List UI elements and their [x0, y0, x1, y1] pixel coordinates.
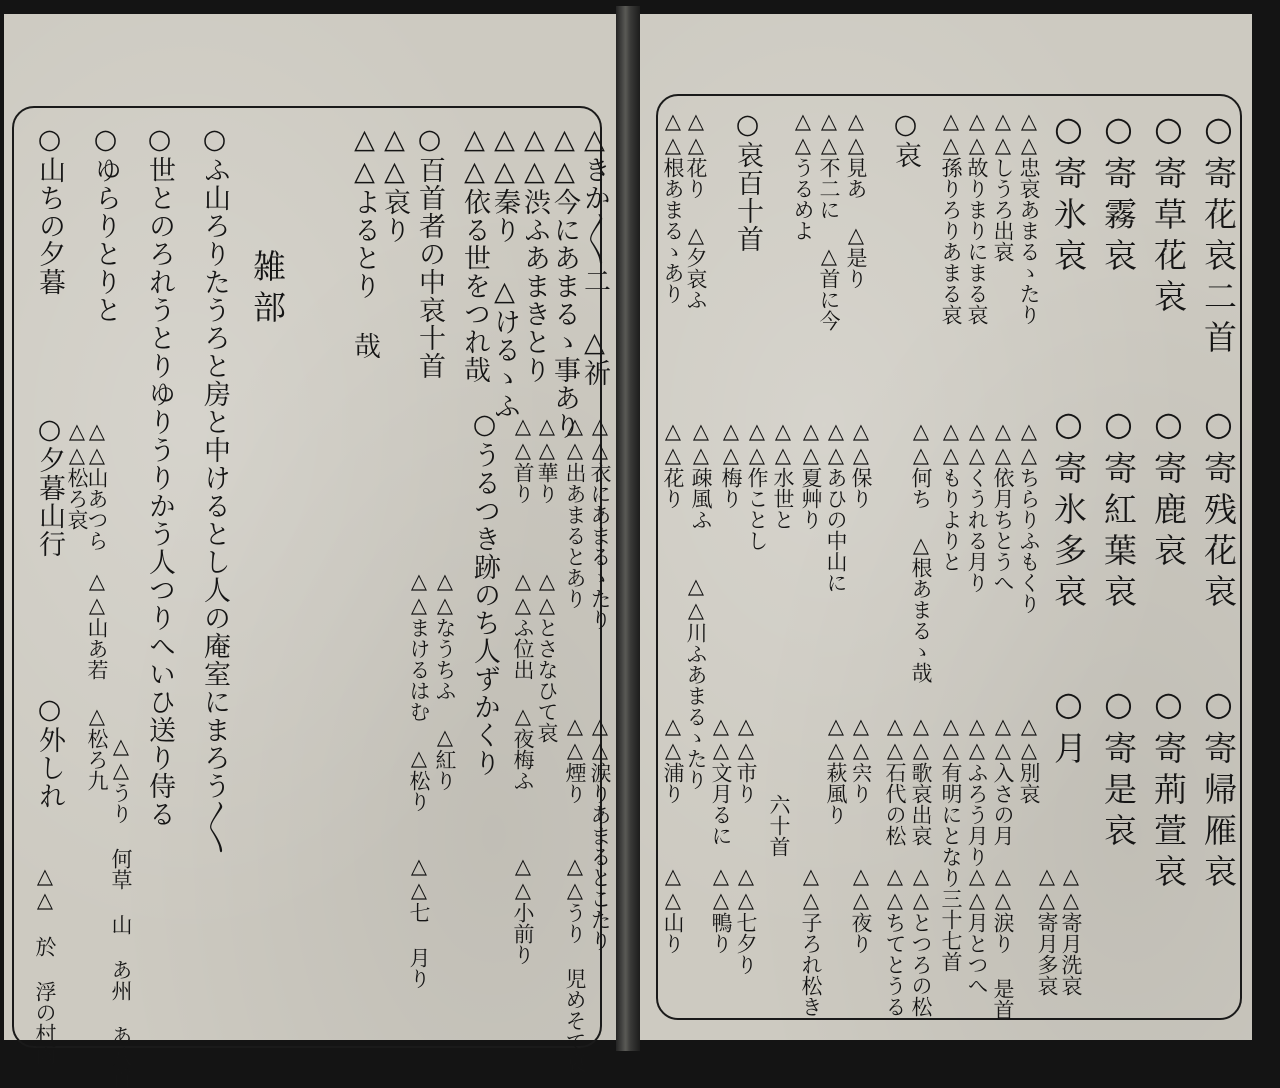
text-column: △△出あまるとあり — [563, 414, 587, 609]
text-column: ○寄草花哀 — [1149, 109, 1188, 320]
text-column: △△秦り △けるゝふ — [489, 124, 520, 420]
text-column: ○月 — [1049, 684, 1088, 772]
text-column: ○寄是哀 — [1099, 684, 1138, 854]
text-column: ○うるつき跡のち人ずかくり — [469, 409, 500, 777]
left-page — [4, 14, 616, 1088]
text-column: ○寄霧哀 — [1099, 109, 1138, 279]
text-column: △△まけるはむ △松り — [407, 569, 431, 812]
text-column: △△七夕り — [734, 864, 758, 975]
text-column: △△とつろの松 — [909, 864, 933, 1017]
text-column: △△花り △夕哀ふ — [684, 109, 708, 310]
text-column: △△今にあまるゝ事あり — [549, 124, 580, 440]
text-column: △△有明にとなり三十七首 — [939, 714, 963, 972]
text-column: △△石代の松 — [883, 714, 907, 846]
text-column: ○哀 — [890, 109, 921, 169]
text-column: △△花り — [661, 419, 685, 509]
text-column: △△ふろう月り — [965, 714, 989, 867]
text-column: △△別哀 — [1017, 714, 1041, 804]
text-column: △△煙り — [563, 714, 587, 804]
text-column: △△ちてとうる — [883, 864, 907, 1017]
text-column: △△忠哀あまるゝたり — [1017, 109, 1041, 325]
text-column: △△なうちふ △紅り — [433, 569, 457, 791]
text-column: ○夕暮山行 — [34, 414, 65, 558]
text-column: △△浦り — [661, 714, 685, 804]
book-gutter — [616, 6, 640, 1051]
text-column: △△七 月り — [407, 854, 431, 989]
text-column: △△うり 何草 山 あ州 あ八首 — [109, 734, 133, 1088]
text-column: △△萩風り — [824, 714, 848, 825]
text-column: ○寄荊萱哀 — [1149, 684, 1188, 895]
text-column: ○哀百十首 — [732, 109, 763, 253]
text-column: △△山り — [661, 864, 685, 954]
text-column: △△寄月多哀 — [1035, 864, 1059, 996]
text-column: ○百首者の中哀十首 — [414, 124, 445, 380]
text-column: △△梅り — [719, 419, 743, 509]
text-column: △きか〳〵二 △祈 — [579, 124, 610, 387]
text-column: △△鴨り — [709, 864, 733, 954]
text-column: ○世とのろれうとりゆりうりかう人つりへいひ送り侍る — [144, 124, 175, 828]
text-column: 六十首 — [767, 794, 791, 857]
text-column: △△山あ若 △松ろ九 — [85, 569, 109, 791]
text-column: △△水世と — [771, 419, 795, 530]
text-column: △△とさなひて哀 — [535, 569, 559, 743]
text-column: △△もりよりと — [939, 419, 963, 572]
text-column: △△保り — [849, 419, 873, 509]
text-column: △△何ち △根あまるゝ哉 — [909, 419, 933, 683]
text-column: △△根あまるゝあり — [661, 109, 685, 304]
text-column: △△依る世をつれ哉 — [459, 124, 490, 384]
text-column: ○寄紅葉哀 — [1099, 404, 1138, 615]
text-column: ○寄氷多哀 — [1049, 404, 1088, 615]
text-column: △△入さの月 — [991, 714, 1015, 846]
text-column: △△作ことし — [745, 419, 769, 551]
text-column: △△哀り — [379, 124, 410, 244]
text-column: △△川ふあまるゝたり — [684, 574, 708, 790]
text-column: △△衣にあまるゝたり — [588, 414, 612, 630]
text-column: △△見あ △是り — [844, 109, 868, 289]
text-column: △△涙り 是首 — [991, 864, 1015, 1020]
text-column: △△うり 児めそて哀 — [563, 854, 587, 1073]
text-column: △△山あつら — [85, 419, 109, 551]
text-column: △△くうれる月り — [965, 419, 989, 593]
text-column: ○山ちの夕暮 — [34, 124, 65, 296]
text-column: ○寄花哀二首 — [1199, 109, 1238, 361]
text-column: △△子ろれ松き — [799, 864, 823, 1017]
text-column: △△華り — [535, 414, 559, 504]
text-column: △△首り — [511, 414, 535, 504]
text-column: △△依月ちとうへ — [991, 419, 1015, 593]
text-column: △△寄月洗哀 — [1059, 864, 1083, 996]
text-column: △△夏艸り — [799, 419, 823, 530]
text-column: ○寄鹿哀 — [1149, 404, 1188, 574]
text-column: ○外しれ — [34, 694, 65, 810]
text-column: △△不二に △首に今 — [817, 109, 841, 331]
text-column: △△月とつへ — [965, 864, 989, 996]
text-column: △△宍り — [849, 714, 873, 804]
section-heading: 雑部 — [248, 249, 287, 331]
text-column: △△市り — [734, 714, 758, 804]
text-column: △△疎風ふ — [689, 419, 713, 530]
text-column: △△故りまりにまる哀 — [965, 109, 989, 325]
text-column: ○ゆらりとりと — [90, 124, 121, 324]
text-column: △△夜り — [849, 864, 873, 954]
text-column: ○寄残花哀 — [1199, 404, 1238, 615]
right-page — [640, 14, 1252, 1040]
text-column: △△あひの中山に — [824, 419, 848, 593]
text-column: △△孫りろりあまる哀 — [939, 109, 963, 325]
text-column: ○ふ山ろりたうろと房と中けるとし人の庵室にまろう〳〵 — [199, 124, 230, 855]
text-column: △△しうろ出哀 — [991, 109, 1015, 262]
text-column: ○寄帰雁哀 — [1199, 684, 1238, 895]
text-column: △△歌哀出哀 — [909, 714, 933, 846]
text-column: ○寄氷哀 — [1049, 109, 1088, 279]
text-column: △△渋ふあまきとり — [519, 124, 550, 384]
text-column: △△小前り — [511, 854, 535, 965]
text-column: △△ふ位出 △夜梅ふ — [511, 569, 535, 791]
text-column: △△ちらりふもくり — [1017, 419, 1041, 614]
text-column: △△よるとり 哉 — [349, 124, 380, 360]
text-column: △△うるめよ — [791, 109, 815, 241]
text-column: △△文月るに — [709, 714, 733, 846]
text-column: △△涙りあまるとこたり — [588, 714, 612, 951]
text-column: △△ 於 浮の村雨 — [33, 864, 57, 1065]
text-column: △△松ろ哀 — [65, 419, 89, 530]
